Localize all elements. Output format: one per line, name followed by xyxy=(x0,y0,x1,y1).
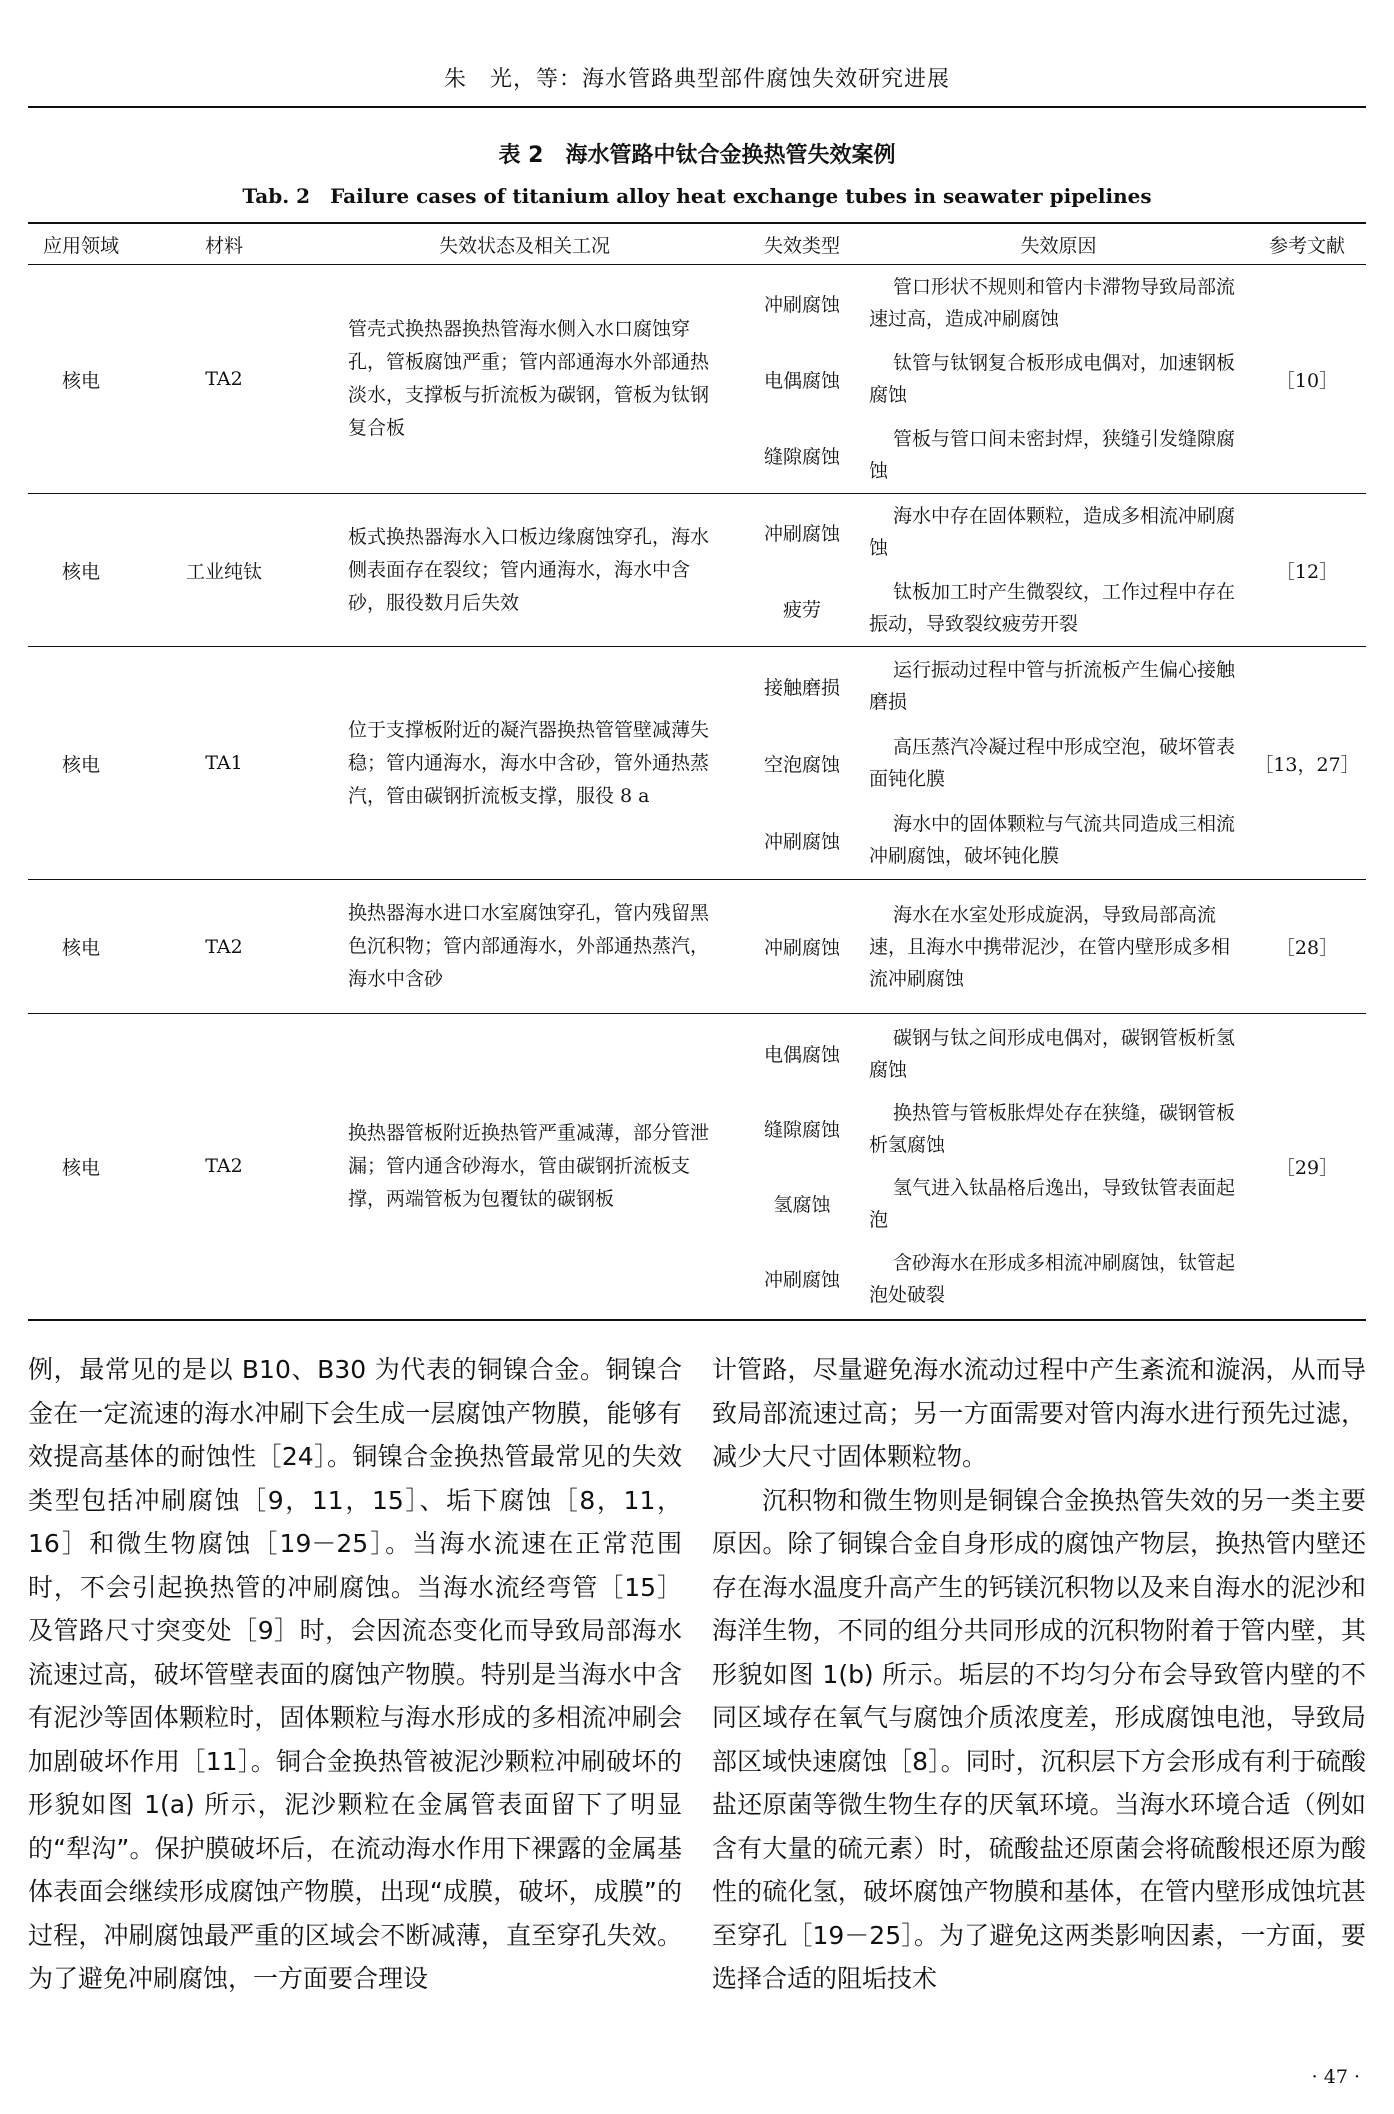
failure-type: 空泡腐蚀 xyxy=(763,753,840,776)
th-state: 失效状态及相关工况 xyxy=(314,223,735,265)
failure-type: 冲刷腐蚀 xyxy=(763,830,840,853)
cell-domain: 核电 xyxy=(28,647,134,880)
table-row xyxy=(28,647,1366,880)
failure-cause: 钛管与钛钢复合板形成电偶对，加速钢板腐蚀 xyxy=(869,352,1236,406)
cell-material: TA2 xyxy=(134,880,314,1014)
cell-causes xyxy=(869,265,1248,494)
table-row xyxy=(28,265,1366,494)
failure-cause: 碳钢与钛之间形成电偶对，碳钢管板析氢腐蚀 xyxy=(869,1026,1236,1081)
cell-domain: 核电 xyxy=(28,880,134,1014)
cell-types xyxy=(735,494,869,647)
failure-cases-table xyxy=(28,222,1366,1321)
cell-types xyxy=(735,1014,869,1320)
th-domain: 应用领域 xyxy=(28,223,134,265)
failure-cause: 海水在水室处形成旋涡，导致局部高流速，且海水中携带泥沙，在管内壁形成多相流冲刷腐蚀 xyxy=(869,903,1231,990)
table-row xyxy=(28,880,1366,1014)
failure-cause: 管口形状不规则和管内卡滞物导致局部流速过高，造成冲刷腐蚀 xyxy=(869,276,1236,330)
failure-cause: 海水中存在固体颗粒，造成多相流冲刷腐蚀 xyxy=(869,505,1236,559)
cell-domain: 核电 xyxy=(28,265,134,494)
failure-type: 氢腐蚀 xyxy=(773,1194,831,1217)
cell-ref: ［12］ xyxy=(1248,494,1366,647)
failure-type: 疲劳 xyxy=(782,598,821,621)
cell-material: TA2 xyxy=(134,1014,314,1320)
cell-causes xyxy=(869,1014,1248,1320)
cell-state: 板式换热器海水入口板边缘腐蚀穿孔，海水侧表面存在裂纹；管内通海水，海水中含砂，服役数月后失效 xyxy=(314,494,735,647)
cell-ref: ［10］ xyxy=(1248,265,1366,494)
cell-material: TA2 xyxy=(134,265,314,494)
cell-state: 管壳式换热器换热管海水侧入水口腐蚀穿孔，管板腐蚀严重；管内部通海水外部通热淡水，支撑板与折流板为碳钢，管板为钛钢复合板 xyxy=(314,265,735,494)
cell-material: TA1 xyxy=(134,647,314,880)
failure-cause: 海水中的固体颗粒与气流共同造成三相流冲刷腐蚀，破坏钝化膜 xyxy=(869,813,1236,867)
cell-ref: ［13，27］ xyxy=(1248,647,1366,880)
table-row xyxy=(28,1014,1366,1320)
cell-ref: ［28］ xyxy=(1248,880,1366,1014)
table-header-row xyxy=(28,223,1366,265)
page-number: · 47 · xyxy=(1311,2066,1360,2088)
failure-cause: 含砂海水在形成多相流冲刷腐蚀，钛管起泡处破裂 xyxy=(869,1251,1236,1306)
body-paragraph: 沉积物和微生物则是铜镍合金换热管失效的另一类主要原因。除了铜镍合金自身形成的腐蚀产物层，换热管内壁还存在海水温度升高产生的钙镁沉积物以及来自海水的泥沙和海洋生物，不同的组分共同形成的沉积物附着于管内壁，其形貌如图 1(b) 所示。垢层的不均匀分布会导致管内壁的不同区域存在氧气与腐蚀介质浓度差，形成腐蚀电池，导致局部区域快速腐蚀［8］。同时，沉积层下方会形成有利于硫酸盐还原菌等微生物生存的厌氧环境。当海水环境合适（例如含有大量的硫元素）时，硫酸盐还原菌会将硫酸根还原为酸性的硫化氢，破坏腐蚀产物膜和基体，在管内壁形成蚀坑甚至穿孔［19－25］。为了避免这两类影响因素，一方面，要选择合适的阻垢技术 xyxy=(712,1485,1366,1993)
failure-type: 缝隙腐蚀 xyxy=(763,445,840,468)
failure-cause: 钛板加工时产生微裂纹，工作过程中存在振动，导致裂纹疲劳开裂 xyxy=(869,581,1236,635)
cell-types xyxy=(735,265,869,494)
failure-cause: 氢气进入钛晶格后逸出，导致钛管表面起泡 xyxy=(869,1176,1236,1231)
table-caption-en: Tab. 2 Failure cases of titanium alloy heat exchange tubes in seawater pipelines xyxy=(242,184,1152,208)
header-rule xyxy=(28,106,1366,108)
cell-causes xyxy=(869,494,1248,647)
failure-type: 电偶腐蚀 xyxy=(763,1044,840,1067)
table-caption-cn: 表 2 海水管路中钛合金换热管失效案例 xyxy=(498,143,896,168)
failure-type: 冲刷腐蚀 xyxy=(763,293,840,316)
cell-types xyxy=(735,647,869,880)
failure-cause: 换热管与管板胀焊处存在狭缝，碳钢管板析氢腐蚀 xyxy=(869,1101,1236,1156)
body-paragraph: 例，最常见的是以 B10、B30 为代表的铜镍合金。铜镍合金在一定流速的海水冲刷下会生成一层腐蚀产物膜，能够有效提高基体的耐蚀性［24］。铜镍合金换热管最常见的失效类型包括冲刷腐蚀［9，11，15］、垢下腐蚀［8，11，16］和微生物腐蚀［19－25］。当海水流速在正常范围时，不会引起换热管的冲刷腐蚀。当海水流经弯管［15］及管路尺寸突变处［9］时，会因流态变化而导致局部海水流速过高，破坏管壁表面的腐蚀产物膜。特别是当海水中含有泥沙等固体颗粒时，固体颗粒与海水形成的多相流冲刷会加剧破坏作用［11］。铜合金换热管被泥沙颗粒冲刷破坏的形貌如图 1(a) 所示，泥沙颗粒在金属管表面留下了明显的“犁沟”。保护膜破坏后，在流动海水作用下裸露的金属基体表面会继续形成腐蚀产物膜，出现“成膜，破坏，成膜”的过程，冲刷腐蚀最严重的区域会不断减薄，直至穿孔失效。为了避免冲刷腐蚀，一方面要合理设 xyxy=(28,1355,682,1993)
body-paragraph: 计管路，尽量避免海水流动过程中产生紊流和漩涡，从而导致局部流速过高；另一方面需要对管内海水进行预先过滤，减少大尺寸固体颗粒物。 xyxy=(712,1355,1366,1471)
cell-state: 换热器管板附近换热管严重减薄，部分管泄漏；管内通含砂海水，管由碳钢折流板支撑，两端管板为包覆钛的碳钢板 xyxy=(314,1014,735,1320)
cell-state: 换热器海水进口水室腐蚀穿孔，管内残留黑色沉积物；管内部通海水，外部通热蒸汽，海水中含砂 xyxy=(314,880,735,1014)
body-column-right xyxy=(712,1348,1366,2001)
th-material: 材料 xyxy=(134,223,314,265)
th-cause: 失效原因 xyxy=(869,223,1248,265)
cell-material: 工业纯钛 xyxy=(134,494,314,647)
failure-type: 冲刷腐蚀 xyxy=(763,1269,840,1292)
cell-ref: ［29］ xyxy=(1248,1014,1366,1320)
th-ref: 参考文献 xyxy=(1248,223,1366,265)
cell-domain: 核电 xyxy=(28,494,134,647)
cell-types xyxy=(735,880,869,1014)
failure-cause: 运行振动过程中管与折流板产生偏心接触磨损 xyxy=(869,659,1236,713)
th-type: 失效类型 xyxy=(735,223,869,265)
failure-type: 电偶腐蚀 xyxy=(763,369,840,392)
running-header: 朱 光，等：海水管路典型部件腐蚀失效研究进展 xyxy=(443,67,950,92)
failure-cause: 管板与管口间未密封焊，狭缝引发缝隙腐蚀 xyxy=(869,428,1236,482)
cell-causes xyxy=(869,647,1248,880)
body-column-left xyxy=(28,1348,682,2001)
cell-domain: 核电 xyxy=(28,1014,134,1320)
failure-type: 冲刷腐蚀 xyxy=(763,937,840,959)
cell-state: 位于支撑板附近的凝汽器换热管管壁减薄失稳；管内通海水，海水中含砂，管外通热蒸汽，管由碳钢折流板支撑，服役 8 a xyxy=(314,647,735,880)
failure-type: 缝隙腐蚀 xyxy=(763,1119,840,1142)
failure-type: 冲刷腐蚀 xyxy=(763,522,840,545)
cell-causes xyxy=(869,880,1248,1014)
failure-cause: 高压蒸汽冷凝过程中形成空泡，破坏管表面钝化膜 xyxy=(869,736,1236,790)
table-row xyxy=(28,494,1366,647)
failure-type: 接触磨损 xyxy=(763,676,840,699)
